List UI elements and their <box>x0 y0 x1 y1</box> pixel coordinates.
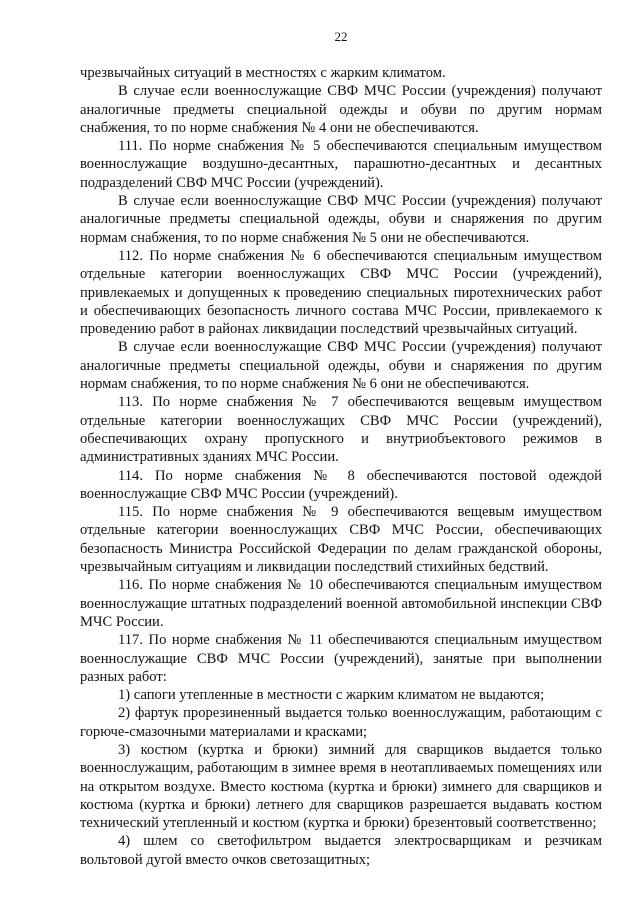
paragraph-item-116: 116. По норме снабжения № 10 обеспечиваются специальным имуществом военнослужащие штатных подразделений военной автомобильной инспекции СВФ МЧС России. <box>80 577 602 630</box>
paragraph: В случае если военнослужащие СВФ МЧС России (учреждения) получают аналогичные предметы специальной одежды, обуви и снаряжения по другим нормам снабжения, то по норме снабжения № 6 они не обеспечиваются. <box>80 339 602 393</box>
document-body <box>80 64 602 869</box>
paragraph-item-113: 113. По норме снабжения № 7 обеспечиваются вещевым имуществом отдельные категории военнослужащих СВФ МЧС России (учреждений), обеспечивающих охрану пропускного и внутриобъектового режимов в административных зданиях МЧС России. <box>80 394 602 466</box>
list-item-1: 1) сапоги утепленные в местности с жарким климатом не выдаются; <box>118 687 545 704</box>
paragraph: В случае если военнослужащие СВФ МЧС России (учреждения) получают аналогичные предметы специальной одежды и обуви по другим нормам снабжения, то по норме снабжения № 4 они не обеспечиваются. <box>80 83 602 136</box>
paragraph: В случае если военнослужащие СВФ МЧС России (учреждения) получают аналогичные предметы специальной одежды, обуви и снаряжения по другим нормам снабжения, то по норме снабжения № 5 они не обеспечиваются. <box>80 193 602 246</box>
list-item-4: 4) шлем со светофильтром выдается электросварщикам и резчикам вольтовой дугой вместо очков светозащитных; <box>80 833 602 868</box>
list-item-2: 2) фартук прорезиненный выдается только военнослужащим, работающим с горюче-смазочными материалами и красками; <box>80 705 602 740</box>
paragraph-item-112: 112. По норме снабжения № 6 обеспечиваются специальным имуществом отдельные категории военнослужащих СВФ МЧС России (учреждений), привлекаемых и допущенных к проведению специальных пиротехнических работ и обеспечивающих безопасность личного состава МЧС России, привлекаемого к проведению работ в районах ликвидации последствий чрезвычайных ситуаций. <box>80 247 602 338</box>
page-number: 22 <box>334 29 348 44</box>
list-item-3: 3) костюм (куртка и брюки) зимний для сварщиков выдается только военнослужащим, работающим в зимнее время в неотапливаемых помещениях или на открытом воздухе. Вместо костюма (куртка и брюки) зимнего для сварщиков и костюма (куртка и брюки) летнего для сварщиков разрешается выдавать костюм технический утепленный и костюм (куртка и брюки) брезентовый соответственно; <box>80 741 602 832</box>
paragraph-item-111: 111. По норме снабжения № 5 обеспечиваются специальным имуществом военнослужащие воздушно-десантных, парашютно-десантных и десантных подразделений СВФ МЧС России (учреждений). <box>80 138 602 191</box>
paragraph-item-114: 114. По норме снабжения № 8 обеспечиваются постовой одеждой военнослужащие СВФ МЧС России (учреждений). <box>80 467 602 502</box>
paragraph-item-117: 117. По норме снабжения № 11 обеспечиваются специальным имуществом военнослужащие СВФ МЧС России (учреждений), занятые при выполнении разных работ: <box>80 632 602 685</box>
paragraph-continuation: чрезвычайных ситуаций в местностях с жарким климатом. <box>80 65 446 81</box>
paragraph-item-115: 115. По норме снабжения № 9 обеспечиваются вещевым имуществом отдельные категории военнослужащих СВФ МЧС России, обеспечивающих безопасность Министра Российской Федерации по делам гражданской обороны, чрезвычайным ситуациям и ликвидации последствий стихийных бедствий. <box>80 504 602 576</box>
